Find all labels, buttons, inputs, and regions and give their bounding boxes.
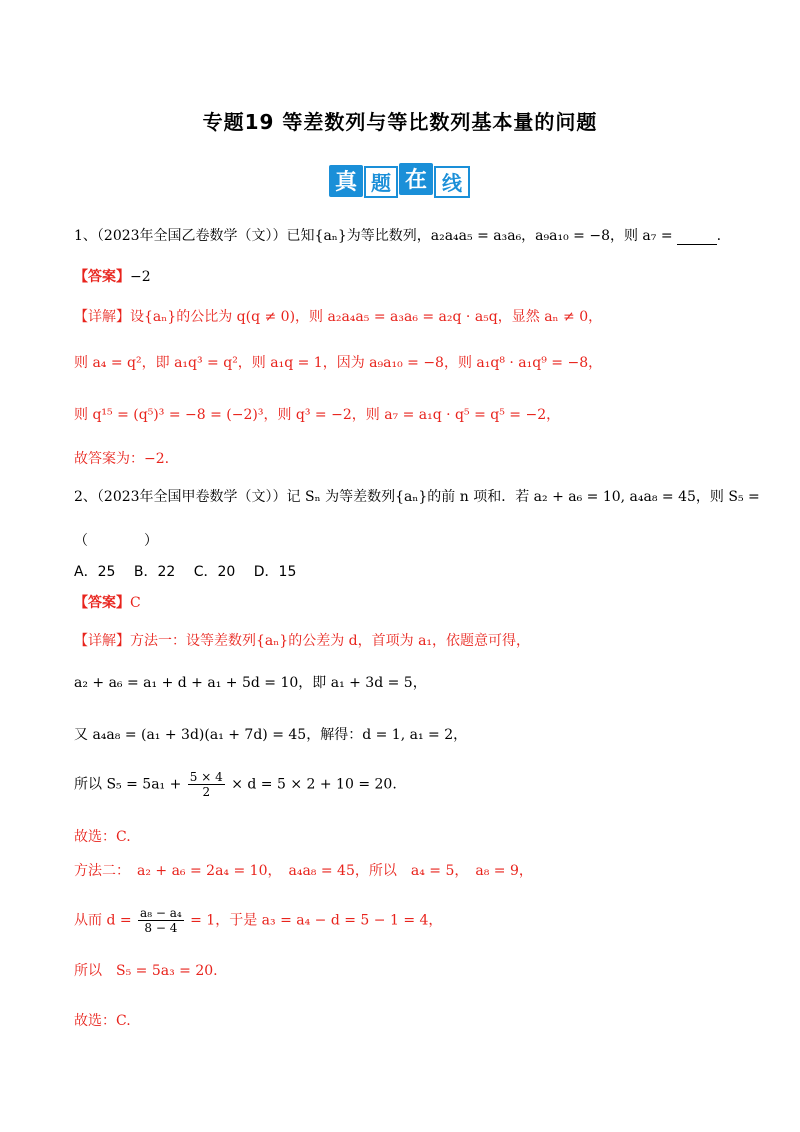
q1-answer-blank xyxy=(677,244,717,245)
q1-detail-3: 则 q¹⁵ = (q⁵)³ = −8 = (−2)³，则 q³ = −2，则 a₇ = a₁q · q⁵ = q⁵ = −2， xyxy=(74,407,561,423)
q1-question xyxy=(74,225,721,245)
q2-fraction-2-numerator: a₈ − a₄ xyxy=(140,906,182,920)
q1-detail-1: 【详解】设{aₙ}的公比为 q(q ≠ 0)，则 a₂a₄a₅ = a₃a₆ = a₂q · a₅q，显然 aₙ ≠ 0， xyxy=(74,309,603,325)
q2-method-2: 方法二： a₂ + a₆ = 2a₄ = 10， a₄a₈ = 45，所以 a₄ = 5， a₈ = 9， xyxy=(74,863,533,879)
q2-detail-5 xyxy=(74,906,442,935)
q1-conclusion: 故答案为：−2. xyxy=(74,451,170,467)
q2-answer-label: 【答案】 xyxy=(74,595,130,611)
q1-answer xyxy=(74,266,151,286)
q2-detail-4 xyxy=(74,770,397,799)
q1-answer-label: 【答案】 xyxy=(74,269,130,285)
q2-options: A．25 B．22 C．20 D．15 xyxy=(74,564,297,580)
q1-detail-2: 则 a₄ = q²，即 a₁q³ = q²，则 a₁q = 1，因为 a₉a₁₀ = −8，则 a₁q⁸ · a₁q⁹ = −8， xyxy=(74,355,603,371)
q2-fraction-2-denominator: 8 − 4 xyxy=(144,921,178,935)
q2-detail-1: 【详解】方法一：设等差数列{aₙ}的公差为 d，首项为 a₁，依题意可得， xyxy=(74,633,531,649)
q2-detail-5-pre: 从而 d = xyxy=(74,912,132,929)
banner-char-2: 题 xyxy=(371,171,391,195)
zhenti-zaixian-banner xyxy=(327,161,473,201)
q2-paren: （ ） xyxy=(74,533,158,549)
q2-choose-1: 故选：C. xyxy=(74,829,131,845)
q2-answer xyxy=(74,592,141,612)
banner-char-3: 在 xyxy=(404,168,428,193)
q2-fraction-1-denominator: 2 xyxy=(202,785,211,799)
q2-detail-4-post: × d = 5 × 2 + 10 = 20. xyxy=(231,776,397,793)
q1-end: . xyxy=(716,228,722,244)
banner-char-4: 线 xyxy=(442,171,462,195)
q1-answer-value: −2 xyxy=(130,269,151,285)
q2-fraction-1 xyxy=(188,770,225,799)
banner-char-1: 真 xyxy=(334,170,358,195)
q2-detail-6: 所以 S₅ = 5a₃ = 20. xyxy=(74,963,218,979)
q2-detail-5-post: = 1，于是 a₃ = a₄ − d = 5 − 1 = 4， xyxy=(190,912,443,929)
q2-question: 2、（2023年全国甲卷数学（文））记 Sₙ 为等差数列{aₙ}的前 n 项和．若 a₂ + a₆ = 10, a₄a₈ = 45，则 S₅ = xyxy=(74,489,760,505)
q2-answer-value: C xyxy=(130,595,141,611)
q2-choose-2: 故选：C. xyxy=(74,1013,131,1029)
q2-detail-4-pre: 所以 S₅ = 5a₁ + xyxy=(74,776,182,793)
q2-fraction-1-numerator: 5 × 4 xyxy=(189,770,223,784)
q2-detail-3: 又 a₄a₈ = (a₁ + 3d)(a₁ + 7d) = 45，解得：d = 1, a₁ = 2， xyxy=(74,727,468,743)
q2-detail-2: a₂ + a₆ = a₁ + d + a₁ + 5d = 10，即 a₁ + 3d = 5， xyxy=(74,675,427,691)
page-title: 专题19 等差数列与等比数列基本量的问题 xyxy=(202,110,598,134)
q2-fraction-2 xyxy=(138,906,184,935)
q1-question-text: 1、（2023年全国乙卷数学（文））已知{aₙ}为等比数列，a₂a₄a₅ = a₃a₆，a₉a₁₀ = −8，则 a₇ = xyxy=(74,228,673,244)
